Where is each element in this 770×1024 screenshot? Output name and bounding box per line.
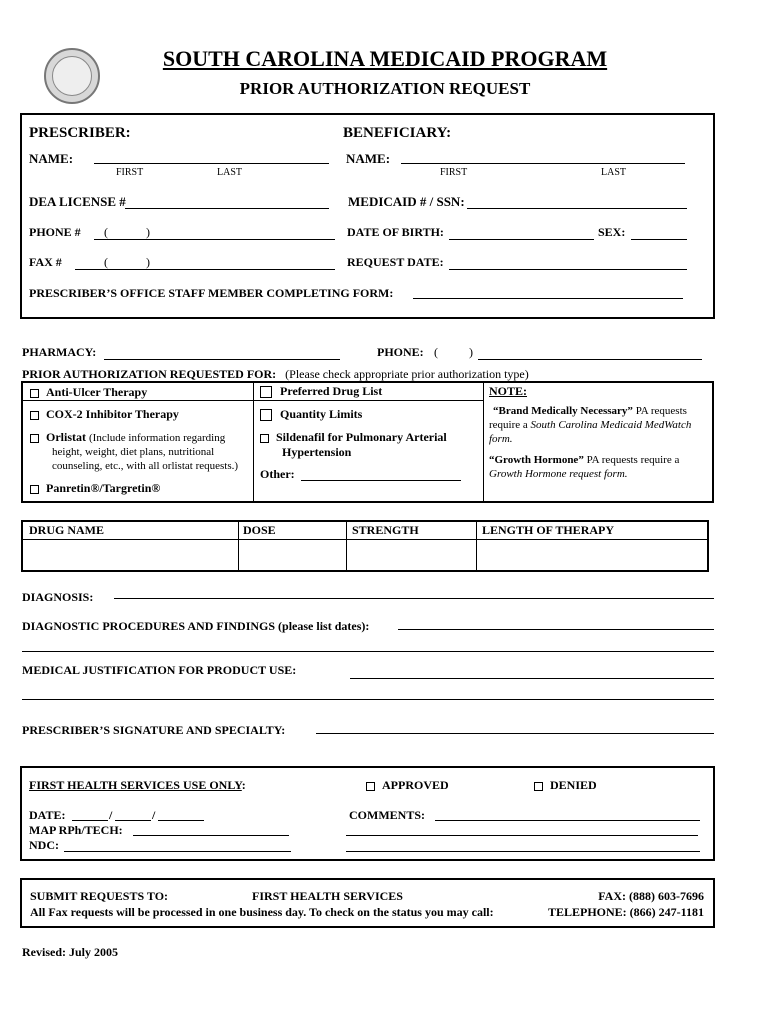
diagnostic-procedures-field-line-2[interactable] — [22, 651, 714, 652]
anti-ulcer-option[interactable]: Anti-Ulcer Therapy — [30, 385, 147, 400]
drug-table-col-divider-3 — [476, 520, 477, 572]
beneficiary-first-label: FIRST — [440, 167, 468, 178]
prescriber-phone-field[interactable] — [94, 239, 335, 240]
fax-paren-open: ( — [104, 255, 108, 269]
medical-justification-field-line-2[interactable] — [22, 699, 714, 700]
beneficiary-heading: BENEFICIARY: — [343, 125, 452, 141]
beneficiary-name-field[interactable] — [401, 163, 685, 164]
panretin-checkbox[interactable] — [30, 485, 39, 494]
revised-date: Revised: July 2005 — [22, 945, 118, 959]
fax-paren-close: ) — [146, 255, 150, 269]
prescriber-last-label: LAST — [217, 167, 242, 178]
request-date-label: REQUEST DATE: — [347, 255, 444, 269]
sex-label: SEX: — [598, 225, 626, 239]
diagnostic-procedures-field[interactable] — [398, 629, 714, 630]
diagnosis-field[interactable] — [114, 598, 714, 599]
other-label: Other: — [260, 467, 295, 481]
pa-row-divider — [21, 400, 483, 401]
pharmacy-phone-field[interactable] — [478, 359, 702, 360]
drug-name-header: DRUG NAME — [29, 523, 104, 537]
fhs-date-label: DATE: — [29, 808, 66, 822]
medicaid-ssn-label: MEDICAID # / SSN: — [348, 194, 465, 209]
pa-col-divider-2 — [483, 381, 484, 503]
date-of-birth-label: DATE OF BIRTH: — [347, 225, 444, 239]
medicaid-ssn-field[interactable] — [467, 208, 687, 209]
note-growth-text: “Growth Hormone” PA requests require a Growth Hormone request form. — [489, 454, 680, 480]
submit-org: FIRST HEALTH SERVICES — [252, 889, 403, 903]
length-of-therapy-header: LENGTH OF THERAPY — [482, 523, 615, 537]
panretin-option[interactable]: Panretin®/Targretin® — [30, 481, 160, 496]
anti-ulcer-checkbox[interactable] — [30, 389, 39, 398]
medical-justification-label: MEDICAL JUSTIFICATION FOR PRODUCT USE: — [22, 663, 297, 677]
pharmacy-phone-paren-open: ( — [434, 345, 438, 359]
office-staff-field[interactable] — [413, 298, 683, 299]
diagnosis-label: DIAGNOSIS: — [22, 590, 94, 604]
dose-header: DOSE — [243, 523, 276, 537]
dea-license-label: DEA LICENSE # — [29, 194, 126, 209]
date-slash-1: / — [109, 808, 113, 822]
date-slash-2: / — [152, 808, 156, 822]
submit-fax: FAX: (888) 603-7696 — [598, 889, 704, 903]
fhs-date-day-field[interactable] — [115, 820, 151, 821]
office-staff-label: PRESCRIBER’S OFFICE STAFF MEMBER COMPLETING FORM: — [29, 286, 394, 300]
signature-label: PRESCRIBER’S SIGNATURE AND SPECIALTY: — [22, 723, 286, 737]
comments-field-line-3[interactable] — [346, 851, 700, 852]
prescriber-fax-field[interactable] — [75, 269, 335, 270]
prescriber-fax-label: FAX # — [29, 255, 62, 269]
pa-requested-heading: PRIOR AUTHORIZATION REQUESTED FOR: (Please check appropriate prior authorization type) — [22, 367, 529, 381]
preferred-drug-option[interactable]: Preferred Drug List — [260, 384, 382, 399]
dea-license-field[interactable] — [125, 208, 329, 209]
drug-table-col-divider-2 — [346, 520, 347, 572]
length-of-therapy-cell[interactable] — [478, 541, 707, 570]
orlistat-option[interactable]: Orlistat (Include information regarding height, weight, diet plans, nutritional counseling, etc., with all orlistat requests.) — [30, 430, 248, 473]
quantity-limits-option[interactable]: Quantity Limits — [260, 407, 362, 422]
cox2-checkbox[interactable] — [30, 411, 39, 420]
note-heading: NOTE: — [489, 384, 528, 398]
strength-header: STRENGTH — [352, 523, 419, 537]
date-of-birth-field[interactable] — [449, 239, 594, 240]
phone-paren-close: ) — [146, 225, 150, 239]
pharmacy-label: PHARMACY: — [22, 345, 97, 359]
form-subtitle: PRIOR AUTHORIZATION REQUEST — [239, 79, 531, 98]
sildenafil-checkbox[interactable] — [260, 434, 269, 443]
comments-field[interactable] — [435, 820, 700, 821]
signature-field[interactable] — [316, 733, 714, 734]
approved-option[interactable]: APPROVED — [366, 778, 449, 793]
drug-name-cell[interactable] — [23, 541, 237, 570]
ndc-label: NDC: — [29, 838, 59, 852]
pharmacy-phone-label: PHONE: — [377, 345, 424, 359]
approved-checkbox[interactable] — [366, 782, 375, 791]
quantity-limits-checkbox[interactable] — [260, 409, 272, 421]
fhs-date-year-field[interactable] — [158, 820, 204, 821]
prescriber-phone-label: PHONE # — [29, 225, 81, 239]
fhs-heading: FIRST HEALTH SERVICES USE ONLY: — [29, 778, 246, 792]
preferred-drug-checkbox[interactable] — [260, 386, 272, 398]
pharmacy-field[interactable] — [104, 359, 340, 360]
dose-cell[interactable] — [240, 541, 345, 570]
request-date-field[interactable] — [449, 269, 687, 270]
denied-option[interactable]: DENIED — [534, 778, 597, 793]
medical-justification-field[interactable] — [350, 678, 714, 679]
prescriber-name-label: NAME: — [29, 151, 74, 166]
phone-paren-open: ( — [104, 225, 108, 239]
submit-processing-text: All Fax requests will be processed in one business day. To check on the status you may call: — [30, 905, 494, 919]
drug-table-col-divider-1 — [238, 520, 239, 572]
beneficiary-last-label: LAST — [601, 167, 626, 178]
map-rph-tech-field[interactable] — [133, 835, 289, 836]
submit-requests-label: SUBMIT REQUESTS TO: — [30, 889, 169, 903]
submit-telephone: TELEPHONE: (866) 247-1181 — [547, 905, 704, 919]
pa-instruction: (Please check appropriate prior authorization type) — [285, 367, 529, 381]
other-field[interactable] — [301, 480, 461, 481]
diagnostic-procedures-label: DIAGNOSTIC PROCEDURES AND FINDINGS (please list dates): — [22, 619, 370, 633]
sex-field[interactable] — [631, 239, 687, 240]
strength-cell[interactable] — [348, 541, 475, 570]
denied-checkbox[interactable] — [534, 782, 543, 791]
cox2-option[interactable]: COX-2 Inhibitor Therapy — [30, 407, 179, 422]
prescriber-heading: PRESCRIBER: — [29, 125, 131, 141]
pharmacy-phone-paren-close: ) — [469, 345, 473, 359]
map-rph-tech-label: MAP RPh/TECH: — [29, 823, 123, 837]
sildenafil-option[interactable]: Sildenafil for Pulmonary Arterial Hypertension — [260, 430, 447, 460]
ndc-field[interactable] — [64, 851, 291, 852]
fhs-date-month-field[interactable] — [72, 820, 108, 821]
prescriber-first-label: FIRST — [116, 167, 144, 178]
comments-field-line-2[interactable] — [346, 835, 698, 836]
prescriber-name-field[interactable] — [94, 163, 329, 164]
drug-table-header-divider — [21, 539, 709, 540]
beneficiary-name-label: NAME: — [346, 151, 391, 166]
form-title: SOUTH CAROLINA MEDICAID PROGRAM — [162, 46, 608, 71]
note-brand-text: “Brand Medically Necessary” PA requests require a South Carolina Medicaid MedWatch form. — [489, 405, 692, 445]
orlistat-checkbox[interactable] — [30, 434, 39, 443]
comments-label: COMMENTS: — [349, 808, 425, 822]
